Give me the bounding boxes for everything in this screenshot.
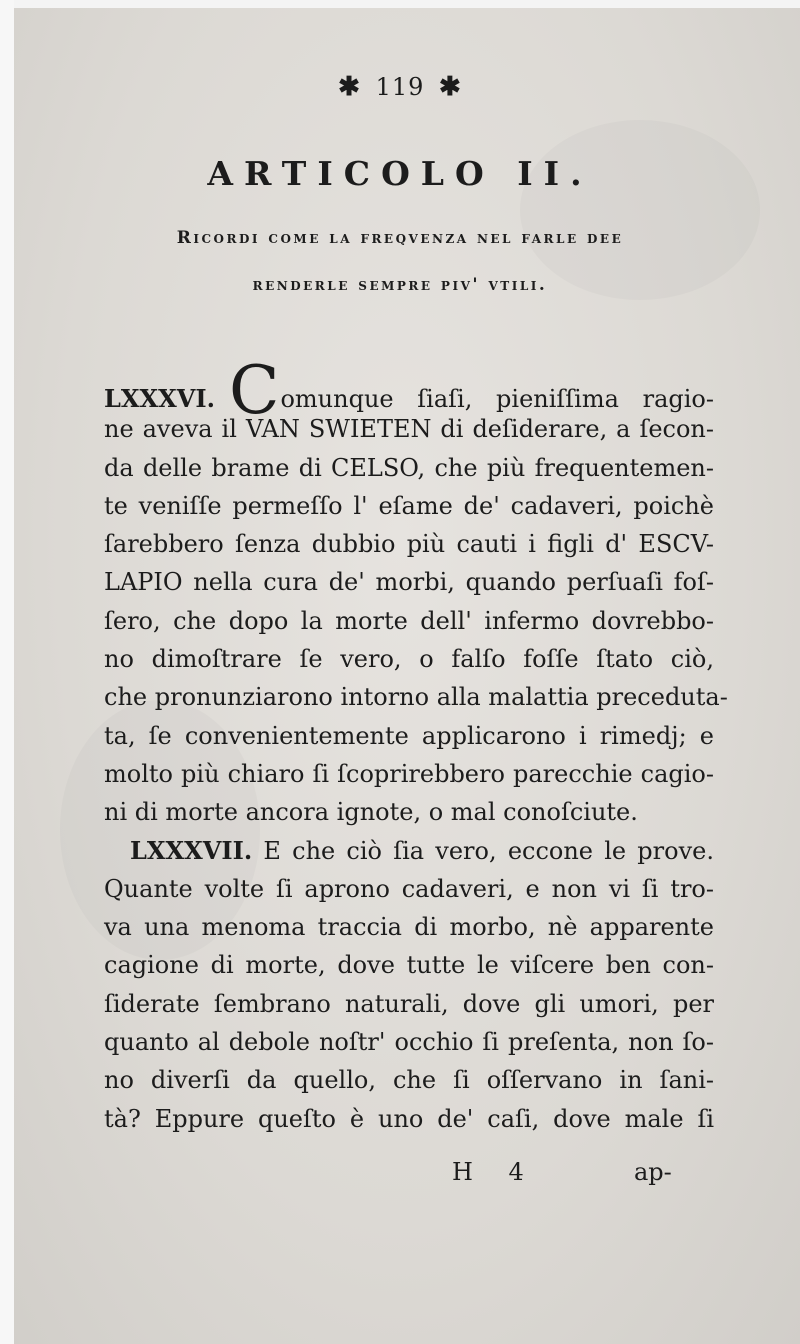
paragraph-2-number: LXXXVII.: [130, 835, 253, 865]
paragraph-2-line: cagione di morte, dove tutte le viſcere ben con-: [104, 951, 714, 980]
signature-mark: H 4: [452, 1158, 538, 1186]
paragraph-2-line-1: [104, 832, 714, 870]
paragraph-1-line: molto più chiaro ſi ſcoprirebbero parecchie cagio-: [104, 759, 714, 788]
article-title: ARTICOLO II.: [207, 154, 593, 193]
paragraph-2-line: va una menoma traccia di morbo, nè apparente: [104, 913, 714, 942]
paragraph-1-line: ſero, che dopo la morte dell' infermo dovrebbo-: [104, 606, 714, 635]
paragraph-2-line: no diverſi da quello, che ſi oſſervano in ſani-: [104, 1066, 714, 1095]
article-subtitle-line-2: renderle sempre piv' vtili.: [252, 275, 548, 295]
paragraph-1-line: LAPIO nella cura de' morbi, quando perſuaſi foſ-: [104, 568, 714, 597]
paragraph-1-line: da delle brame di CELSO, che più frequentemen-: [104, 453, 714, 482]
page-number: 119: [375, 73, 425, 101]
body-text: [104, 352, 728, 1138]
paragraph-2-line: quanto al debole noſtr' occhio ſi preſenta, non ſo-: [104, 1028, 714, 1057]
paragraph-1-line: ſarebbero ſenza dubbio più cauti i figli d' ESCV-: [104, 530, 714, 559]
paragraph-1-line-1-text: omunque ſiaſi, pieniſſima ragio-: [280, 385, 714, 413]
paragraph-2-line-1-text: E che ciò ſia vero, eccone le prove.: [263, 836, 714, 865]
paragraph-1-line: che pronunziarono intorno alla malattia preceduta-: [104, 683, 728, 712]
page-left-edge: [0, 0, 14, 1344]
paragraph-2-line: ſiderate ſembrano naturali, dove gli umori, per: [104, 989, 714, 1018]
paper-stain: [520, 120, 760, 300]
paragraph-1-line: te veniſſe permeſſo l' eſame de' cadaveri, poichè: [104, 491, 714, 520]
running-header: [0, 72, 800, 102]
paragraph-1-line: ne aveva il VAN SWIETEN di deſiderare, a ſecon-: [104, 415, 714, 444]
paragraph-1-line: ni di morte ancora ignote, o mal conoſciute.: [104, 798, 638, 827]
paragraph-2-line: tà? Eppure queſto è uno de' caſi, dove male ſi: [104, 1104, 714, 1133]
page-top-edge: [0, 0, 800, 8]
ornament-left-icon: ✱: [338, 72, 361, 102]
paragraph-1-line: no dimoſtrare ſe vero, o falſo foſſe ſtato ciò,: [104, 645, 714, 674]
paragraph-1-line: ta, ſe convenientemente applicarono i rimedj; e: [104, 721, 714, 750]
drop-cap: C: [228, 352, 280, 429]
ornament-right-icon: ✱: [439, 72, 462, 102]
paragraph-1-number: LXXXVI.: [104, 384, 215, 413]
article-subtitle-line-1: Ricordi come la freqvenza nel farle dee: [176, 228, 624, 248]
paragraph-2-line: Quante volte ſi aprono cadaveri, e non vi ſi tro-: [104, 874, 714, 903]
catchword: ap-: [634, 1158, 672, 1186]
paragraph-1-line-1: [104, 352, 714, 429]
